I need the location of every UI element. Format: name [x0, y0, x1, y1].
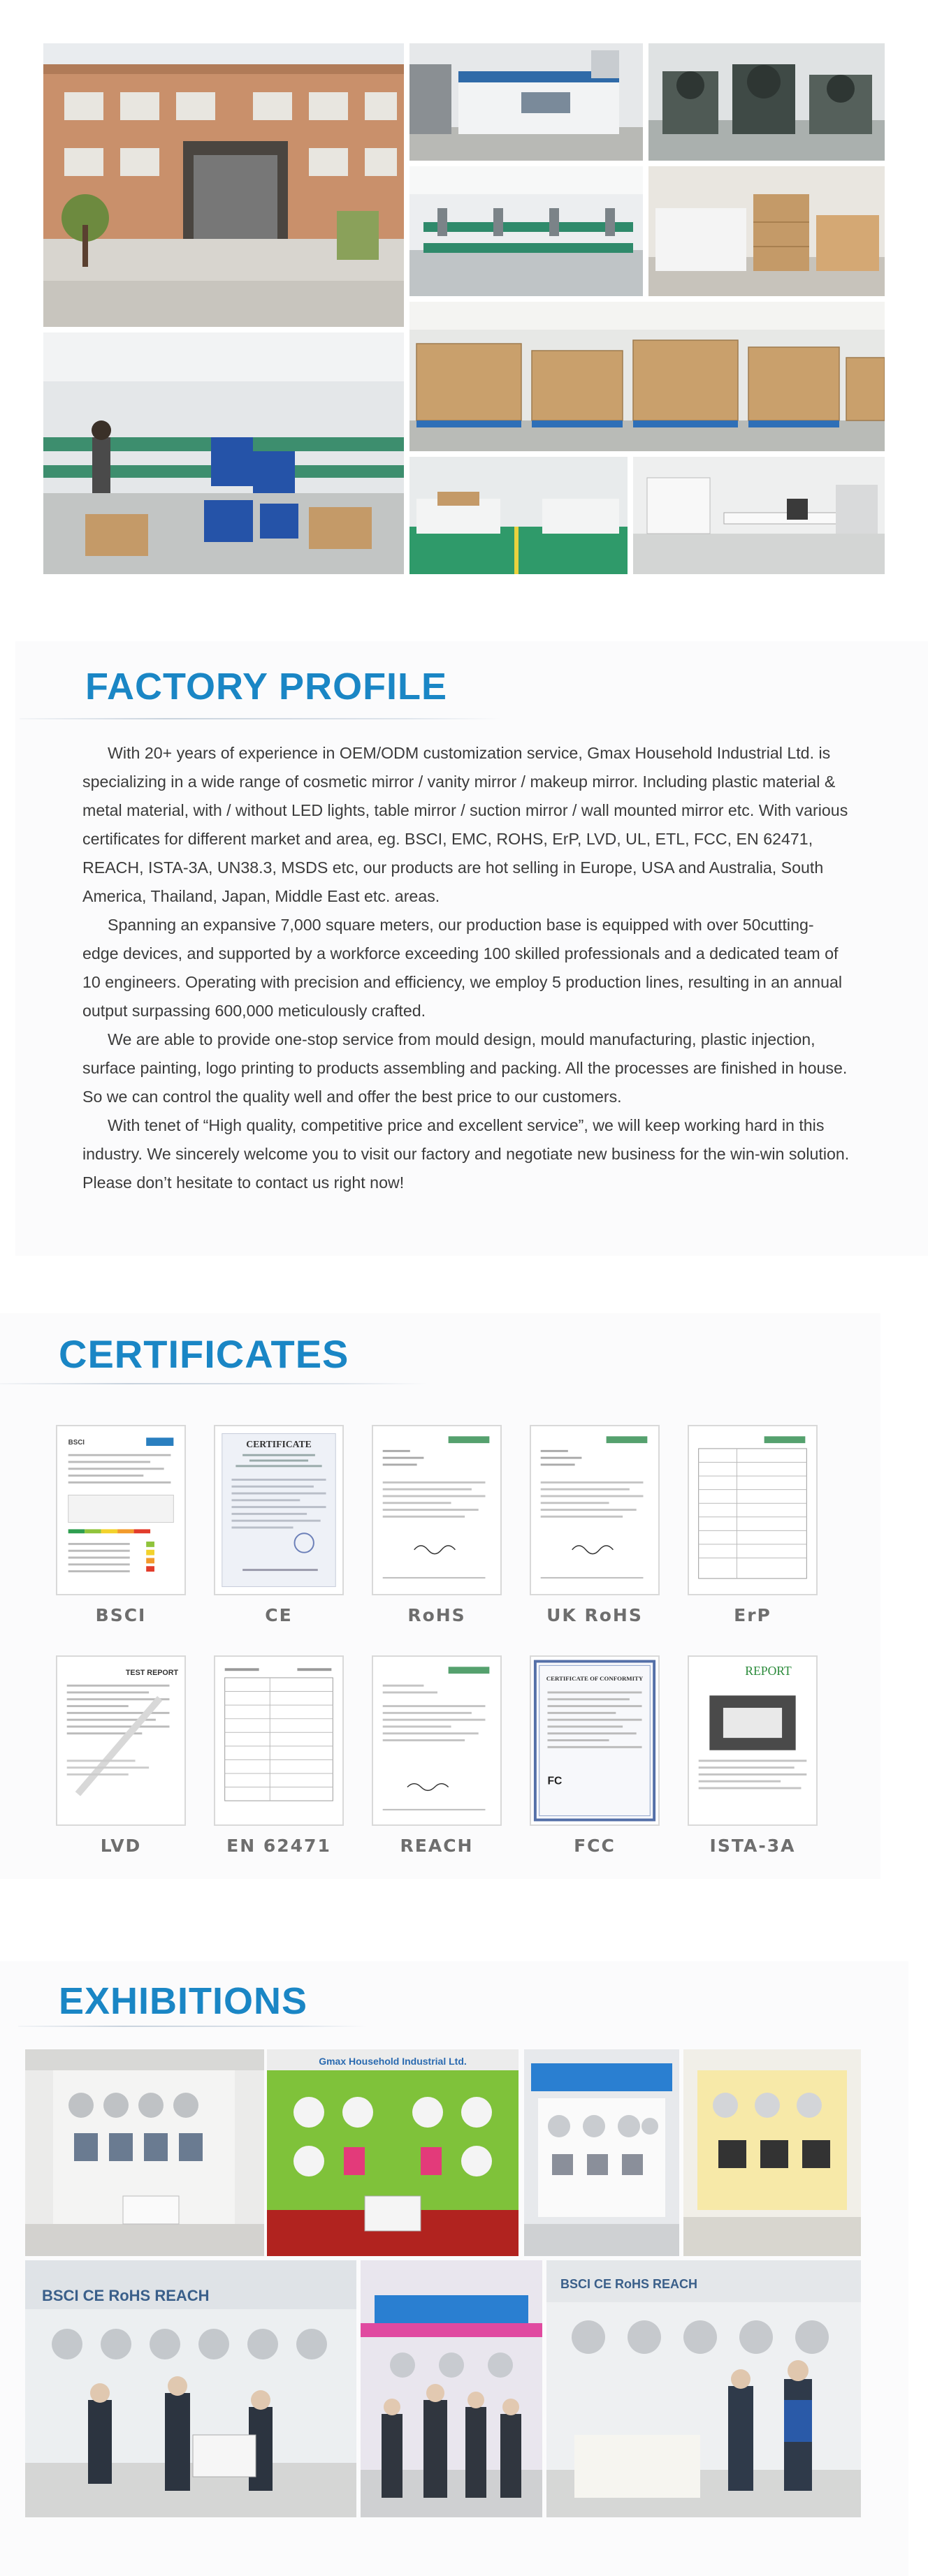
certificate-label: LVD	[100, 1836, 142, 1856]
exhibition-photo-booth-green	[267, 2049, 519, 2256]
certificate-ce	[214, 1425, 344, 1595]
certificate-reach	[372, 1655, 502, 1826]
certificate-label: UK RoHS	[546, 1605, 643, 1625]
exhibitions-title: EXHIBITIONS	[59, 1980, 308, 2022]
certificate-fcc	[530, 1655, 660, 1826]
factory-photo-green-floor	[409, 457, 628, 574]
exhibition-photo-booth-yellow	[683, 2049, 861, 2256]
svg-text:Gmax Household Industrial Ltd.: Gmax Household Industrial Ltd.	[319, 2056, 467, 2067]
certificate-en62471	[214, 1655, 344, 1826]
factory-photo-workshop	[409, 166, 643, 296]
certificate-label: ErP	[734, 1605, 771, 1625]
factory-photo-warehouse	[409, 302, 885, 451]
exhibitions-title-underline	[18, 2026, 368, 2027]
profile-paragraph: With 20+ years of experience in OEM/ODM customization service, Gmax Household Industrial Ltd. is specializing in a wide range of cosmetic mirror / vanity mirror / makeup mirror. Including plastic material & metal material, with / without LED lights, table mirror / suction mirror / wall mounted mirror etc. With various certificates for different market and area, eg. BSCI, EMC, ROHS, ErP, LVD, UL, ETL, FCC, EN 62471, REACH, ISTA-3A, UN38.3, MSDS etc, our products are hot selling in Europe, USA and Australia, South America, Thailand, Japan, Middle East etc. areas.	[82, 744, 848, 905]
certificates-title-underline	[0, 1383, 428, 1384]
certificate-label: REACH	[400, 1836, 474, 1856]
factory-photo-press-machines	[648, 43, 885, 161]
certificate-bsci	[56, 1425, 186, 1595]
certificate-label: CE	[265, 1605, 293, 1625]
factory-photo-assembly-line	[43, 332, 404, 574]
factory-photo-office	[633, 457, 885, 574]
certificate-label: EN 62471	[226, 1836, 331, 1856]
certificate-ista-3a	[688, 1655, 818, 1826]
svg-text:TEST REPORT: TEST REPORT	[125, 1669, 179, 1678]
exhibition-photo-crowd-left	[25, 2260, 356, 2517]
svg-text:CERTIFICATE: CERTIFICATE	[246, 1438, 312, 1449]
exhibition-photo-crowd-center	[361, 2260, 542, 2517]
certificate-label: ISTA-3A	[709, 1836, 796, 1856]
certificate-erp	[688, 1425, 818, 1595]
svg-text:BSCI CE RoHS REACH: BSCI CE RoHS REACH	[560, 2277, 698, 2291]
certificate-label: RoHS	[407, 1605, 466, 1625]
exhibition-photo-crowd-right	[546, 2260, 861, 2517]
certificates-title: CERTIFICATES	[59, 1332, 349, 1376]
svg-text:CERTIFICATE OF CONFORMITY: CERTIFICATE OF CONFORMITY	[546, 1674, 644, 1682]
certificate-label: FCC	[574, 1836, 616, 1856]
svg-text:FC: FC	[547, 1775, 563, 1787]
factory-photo-injection-machine	[409, 43, 643, 161]
profile-paragraph: With tenet of “High quality, competitive price and excellent service”, we will keep working hard in this industry. We sincerely welcome you to visit our factory and negotiate new business for the win-win solution. Please don’t hesitate to contact us right now!	[82, 1116, 850, 1192]
certificate-lvd	[56, 1655, 186, 1826]
certificate-rohs	[372, 1425, 502, 1595]
certificate-label: BSCI	[95, 1605, 147, 1625]
svg-text:BSCI CE RoHS REACH: BSCI CE RoHS REACH	[42, 2287, 210, 2304]
factory-photo-building	[43, 43, 404, 327]
factory-photo-packing-area	[648, 166, 885, 296]
certificate-uk-rohs	[530, 1425, 660, 1595]
profile-paragraph: Spanning an expansive 7,000 square meters, our production base is equipped with over 50cutting-edge devices, and supported by a workforce exceeding 100 skilled professionals and a dedicated team of 10 engineers. Operating with precision and efficiency, we employ 5 production lines, resulting in an annual output surpassing 600,000 meticulously crafted.	[82, 916, 843, 1020]
profile-paragraph: We are able to provide one-stop service from mould design, mould manufacturing, plastic injection, surface painting, logo printing to products assembling and packing. All the processes are finished in house. So we can control the quality well and offer the best price to our customers.	[82, 1030, 848, 1106]
svg-text:BSCI: BSCI	[68, 1439, 85, 1447]
exhibition-photo-booth-white	[25, 2049, 264, 2256]
svg-text:REPORT: REPORT	[745, 1664, 792, 1678]
factory-profile-title-underline	[20, 718, 502, 719]
factory-profile-body	[82, 739, 850, 1197]
factory-profile-title: FACTORY PROFILE	[85, 666, 448, 708]
exhibition-photo-booth-blue-sign	[524, 2049, 679, 2256]
